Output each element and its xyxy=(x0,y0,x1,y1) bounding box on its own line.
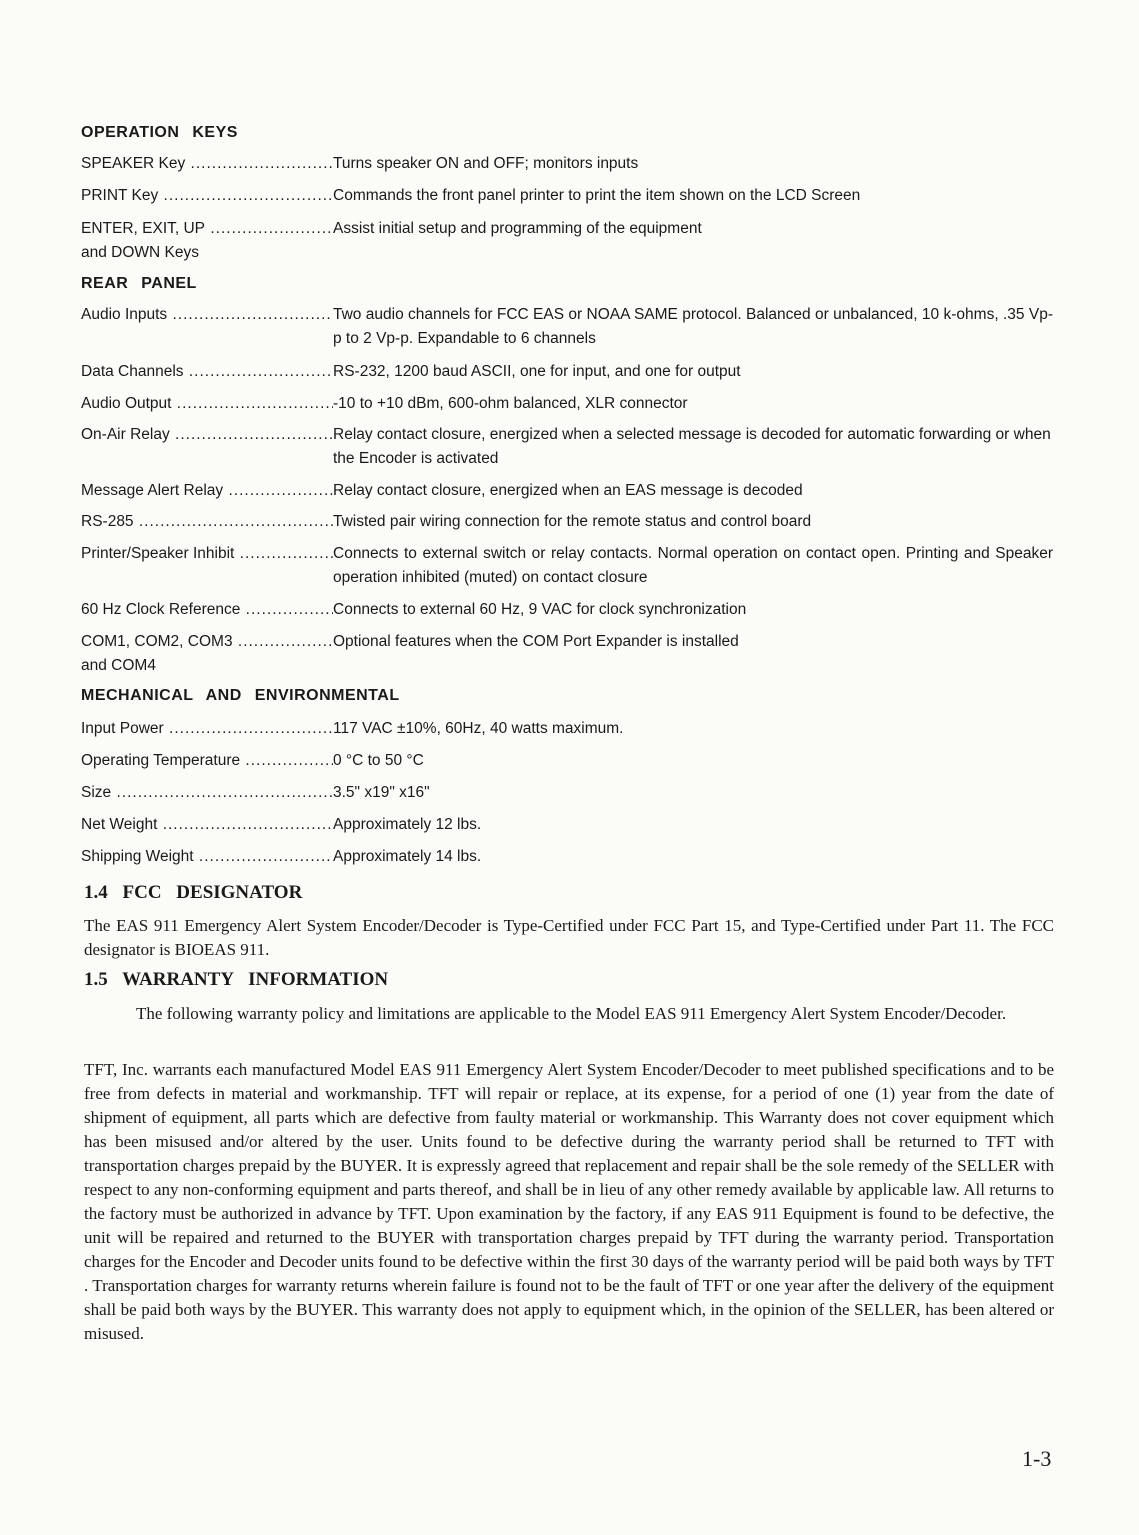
mechanical-heading: MECHANICAL AND ENVIRONMENTAL xyxy=(81,687,400,704)
spec-label: Printer/Speaker Inhibit ..... xyxy=(81,542,333,566)
fcc-paragraph: The EAS 911 Emergency Alert System Encoder/Decoder is Type-Certified under FCC Part 15, and Type-Certified under Part 11. The FCC designator is BIOEAS 911. xyxy=(84,916,1054,959)
spec-value: RS-232, 1200 baud ASCII, one for input, and one for output xyxy=(333,363,741,380)
warranty-intro-paragraph: The following warranty policy and limitations are applicable to the Model EAS 911 Emergency Alert System Encoder/Decoder. xyxy=(136,1004,1007,1023)
spec-value: Connects to external switch or relay contacts. Normal operation on contact open. Printing and Speaker operation inhibited (muted) on contact closure xyxy=(333,545,1053,586)
spec-label: COM1, COM2, COM3 ..... xyxy=(81,630,333,654)
fcc-section-heading: 1.4 FCC DESIGNATOR xyxy=(84,882,303,903)
spec-value: Two audio channels for FCC EAS or NOAA SAME protocol. Balanced or unbalanced, 10 k-ohms, .35 Vp-p to 2 Vp-p. Expandable to 6 channels xyxy=(333,306,1053,347)
spec-row xyxy=(81,423,1056,471)
spec-label: 60 Hz Clock Reference ..... xyxy=(81,598,333,622)
spec-value: Connects to external 60 Hz, 9 VAC for clock synchronization xyxy=(333,601,747,618)
spec-label-continued: and COM4 xyxy=(81,657,156,674)
spec-row xyxy=(81,630,1056,678)
spec-value: Turns speaker ON and OFF; monitors inputs xyxy=(333,155,639,172)
spec-value: -10 to +10 dBm, 600-ohm balanced, XLR connector xyxy=(333,395,688,412)
spec-label-continued: and DOWN Keys xyxy=(81,244,200,261)
spec-label: On-Air Relay ..... xyxy=(81,423,333,447)
spec-label: Input Power ..... xyxy=(81,717,333,741)
spec-label: Audio Inputs ..... xyxy=(81,303,333,327)
operation-keys-heading: OPERATION KEYS xyxy=(81,124,238,141)
spec-label: Size ..... xyxy=(81,781,333,805)
spec-label: Audio Output ..... xyxy=(81,392,333,416)
warranty-section-heading: 1.5 WARRANTY INFORMATION xyxy=(84,969,389,990)
spec-value: Assist initial setup and programming of the equipment xyxy=(333,220,702,237)
rear-panel-heading: REAR PANEL xyxy=(81,275,197,292)
spec-value: Optional features when the COM Port Expander is installed xyxy=(333,633,739,650)
spec-value: 117 VAC ±10%, 60Hz, 40 watts maximum. xyxy=(333,720,624,737)
spec-value: Twisted pair wiring connection for the remote status and control board xyxy=(333,513,812,530)
spec-row xyxy=(81,542,1056,590)
spec-label: Operating Temperature ..... xyxy=(81,749,333,773)
spec-value: 3.5" x19" x16" xyxy=(333,784,430,801)
spec-label: ENTER, EXIT, UP ..... xyxy=(81,217,333,241)
spec-label: RS-285 ..... xyxy=(81,510,333,534)
spec-value: Commands the front panel printer to print the item shown on the LCD Screen xyxy=(333,187,861,204)
spec-value: Approximately 14 lbs. xyxy=(333,848,482,865)
spec-value: Relay contact closure, energized when an EAS message is decoded xyxy=(333,482,803,499)
spec-label: Shipping Weight ..... xyxy=(81,845,333,869)
spec-row xyxy=(81,303,1056,351)
spec-value: Relay contact closure, energized when a selected message is decoded for automatic forwarding or when the Encoder is activated xyxy=(333,426,1051,467)
spec-row xyxy=(81,217,1056,265)
warranty-body-paragraph: TFT, Inc. warrants each manufactured Model EAS 911 Emergency Alert System Encoder/Decoder to meet published specifications and to be free from defects in material and workmanship. TFT will repair or replace, at its expense, for a period of one (1) year from the date of shipment of equipment, all parts which are defective from faulty material or workmanship. This Warranty does not cover equipment which has been misused and/or altered by the user. Units found to be defective during the warranty period shall be returned to TFT with transportation charges prepaid by the BUYER. It is expressly agreed that replacement and repair shall be the sole remedy of the SELLER with respect to any non-conforming equipment and parts thereof, and shall be in lieu of any other remedy available by applicable law. All returns to the factory must be authorized in advance by TFT. Upon examination by the factory, if any EAS 911 Equipment is found to be defective, the unit will be repaired and returned to the BUYER with transportation charges prepaid by TFT during the warranty period. Transportation charges for the Encoder and Decoder units found to be defective within the first 30 days of the warranty period will be paid both ways by TFT . Transportation charges for warranty returns wherein failure is found not to be the fault of TFT or one year after the delivery of the equipment shall be paid both ways by the BUYER. This warranty does not apply to equipment which, in the opinion of the SELLER, has been altered or misused. xyxy=(84,1060,1054,1343)
spec-label: Data Channels ..... xyxy=(81,360,333,384)
spec-label: Message Alert Relay ..... xyxy=(81,479,333,503)
spec-value: 0 °C to 50 °C xyxy=(333,752,424,769)
spec-label: SPEAKER Key ..... xyxy=(81,152,333,176)
page-number: 1-3 xyxy=(1022,1446,1052,1471)
spec-label: PRINT Key ..... xyxy=(81,184,333,208)
spec-value: Approximately 12 lbs. xyxy=(333,816,482,833)
spec-label: Net Weight ..... xyxy=(81,813,333,837)
